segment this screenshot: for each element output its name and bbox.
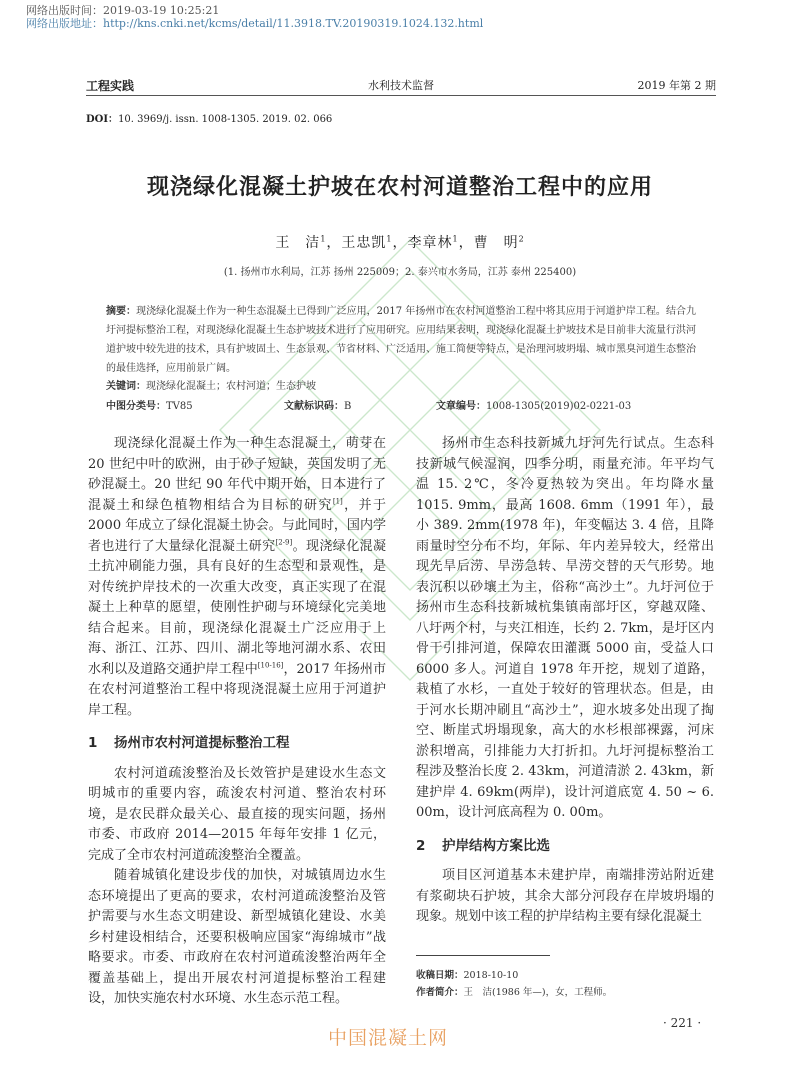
online-pub-url-link[interactable]: http://kns.cnki.net/kcms/detail/11.3918.TV.20190319.1024.132.html: [103, 17, 484, 30]
paragraph: 项目区河道基本未建护岸，南端排涝站附近建有浆砌块石护坡，其余大部分河段存在岸坡坍塌的现象。规划中该工程的护岸结构主要有绿化混凝土: [416, 868, 714, 924]
footnote-author-bio: [416, 984, 612, 998]
keywords-label: 关键词：: [106, 381, 146, 392]
paper-title: 现浇绿化混凝土护坡在农村河道整治工程中的应用: [146, 175, 653, 200]
author-name: 曹 明: [473, 235, 519, 251]
paragraph-text: 现浇绿化混凝土作为一种生态混凝土，萌芽在 20 世纪中叶的欧洲，由于砂子短缺，英国发明了无砂混凝土。20 世纪 90 年代中期开始，日本进行了混凝土和绿色植物相结合为目标的研究: [88, 436, 386, 513]
author-separator: ，: [392, 235, 408, 251]
online-pub-url: [26, 17, 483, 30]
author-affiliation-mark: 2: [518, 234, 525, 244]
clc-label: 中图分类号：: [106, 401, 166, 412]
abstract: [106, 302, 696, 378]
online-pub-time-label: 网络出版时间：: [26, 4, 103, 17]
paragraph: 农村河道疏浚整治及长效管护是建设水生态文明城市的重要内容，疏浚农村河道、整治农村环境，是农民群众最关心、最直接的现实问题，扬州市委、市政府 2014—2015 年每年安排 1 亿元，完成了全市农村河道疏浚整治全覆盖。: [88, 765, 386, 863]
paragraph: [88, 434, 386, 721]
footnote-received: [416, 967, 518, 981]
running-head-section: 工程实践: [86, 79, 135, 93]
affiliations: (1. 扬州市水利局，江苏 扬州 225009；2. 泰兴市水务局，江苏 泰州 225400): [223, 267, 577, 278]
running-head: [86, 77, 716, 96]
paragraph-text: ，2017 年扬州市在农村河道整治工程中将现浇混凝土应用于河道护岸工程。: [88, 661, 386, 718]
author-name: 李章林: [407, 235, 453, 251]
author-affiliation-mark: 1: [452, 234, 459, 244]
section-heading-2: [416, 836, 714, 857]
section-title: 护岸结构方案比选: [442, 837, 550, 854]
paragraph-text: 。现浇绿化混凝土抗冲刷能力强，具有良好的生态型和景观性，是对传统护岸技术的一次重大改变，真正实现了在混凝土上种草的愿望，使刚性护砌与环境绿化完美地结合起来。目前，现浇绿化混凝土广泛应用于上海、浙江、江苏、四川、湖北等地河湖水系、农田水利以及道路交通护岸工程中: [88, 538, 386, 677]
received-date: 2018-10-10: [463, 970, 519, 981]
author-bio-text: 王 洁(1986 年—)，女，工程师。: [463, 987, 613, 998]
online-pub-url-label: 网络出版地址：: [26, 17, 103, 30]
author-separator: ，: [326, 235, 342, 251]
body-column-right: [416, 434, 714, 928]
citation[interactable]: [1]: [332, 497, 343, 506]
site-logo: 中国混凝土网: [328, 1027, 449, 1049]
author-list: [60, 232, 740, 252]
author-affiliation-mark: 1: [386, 234, 393, 244]
abstract-text: 现浇绿化混凝土作为一种生态混凝土已得到广泛应用，2017 年扬州市在农村河道整治工程中将其应用于河道护岸工程。结合九圩河提标整治工程，对现浇绿化混凝土生态护坡技术进行了应用研究。应用结果表明，现浇绿化混凝土护坡技术是目前非大流量行洪河道护坡中较先进的技术，具有护坡固土、生态景观、节省材料、广泛适用、施工简便等特点，是治理河坡坍塌、城市黑臭河道生态整治的最佳选择，应用前景广阔。: [106, 306, 696, 374]
citation[interactable]: [10-16]: [257, 661, 284, 670]
body-column-left: [88, 434, 386, 1010]
received-label: 收稿日期：: [416, 970, 464, 981]
running-head-issue: 2019 年第 2 期: [637, 79, 716, 92]
keywords: [106, 377, 316, 392]
author-name: 王忠凯: [341, 235, 387, 251]
footnote-divider: [416, 955, 550, 956]
citation[interactable]: [2-9]: [275, 538, 293, 547]
paragraph: 扬州市生态科技新城九圩河先行试点。生态科技新城气候湿润，四季分明，雨量充沛。年平均气温 15. 2℃，冬冷夏热较为突出。年均降水量 1015. 9mm，最高 1608. 6mm（1991 年），最小 389. 2mm(1978 年)，年变幅达 3. 4 倍，且降雨量时空分布不均，年际、年内差异较大，经常出现先旱后涝、旱涝急转、旱涝交替的天气形势。地表沉积以砂壤土为主，俗称“高沙土”。九圩河位于扬州市生态科技新城杭集镇南部圩区，穿越双隆、八圩两个村，与夹江相连，长约 2. 7km，是圩区内骨干引排河道，保障农田灌溉 5000 亩，受益人口 6000 多人。河道自 1978 年开挖，规划了道路，栽植了水杉，一直处于较好的管理状态。但是，由于河水长期冲刷且“高沙土”，迎水坡多处出现了掏空、断崖式坍塌现象，高大的水杉根部裸露，河床淤积增高，引排能力大打折扣。九圩河提标整治工程涉及整治长度 2. 43km，河道清淤 2. 43km，新建护岸 4. 69km(两岸)，设计河道底宽 4. 50 ~ 6. 00m，设计河底高程为 0. 00m。: [416, 436, 714, 820]
author-name: 王 洁: [275, 235, 321, 251]
article-number-value: 1008-1305(2019)02-0221-03: [486, 401, 632, 412]
document-code: [284, 397, 351, 412]
abstract-label: 摘要：: [106, 306, 137, 317]
doi-label: DOI：: [86, 114, 119, 125]
document-code-label: 文献标识码：: [284, 401, 344, 412]
online-pub-time-value: 2019-03-19 10:25:21: [103, 4, 220, 17]
paragraph: 随着城镇化建设步伐的加快，对城镇周边水生态环境提出了更高的要求，农村河道疏浚整治及管护需要与水生态文明建设、新型城镇化建设、水美乡村建设相结合，还要积极响应国家“海绵城市”战略要求。市委、市政府在农村河道疏浚整治两年全覆盖基础上，提出开展农村河道提标整治工程建设，加快实施农村水环境、水生态示范工程。: [88, 868, 386, 1006]
doi: [86, 110, 332, 125]
section-title: 扬州市农村河道提标整治工程: [114, 735, 290, 751]
section-number: 1: [88, 735, 98, 751]
online-pub-time: [26, 4, 219, 17]
running-head-journal: 水利技术监督: [368, 79, 434, 92]
page-number: · 221 ·: [663, 1016, 702, 1030]
article-number-label: 文章编号：: [436, 401, 486, 412]
section-number: 2: [416, 837, 426, 854]
keywords-text: 现浇绿化混凝土；农村河道；生态护坡: [146, 381, 316, 392]
author-separator: ，: [458, 235, 474, 251]
author-bio-label: 作者简介：: [416, 987, 464, 998]
doi-value: 10. 3969/j. issn. 1008-1305. 2019. 02. 066: [118, 114, 333, 125]
section-heading-1: [88, 733, 386, 754]
clc-number: [106, 397, 193, 412]
article-number: [436, 397, 631, 412]
paragraph-text: ，并于 2000 年成立了绿化混凝土协会。与此同时，国内学者也进行了大量绿化混凝土研究: [88, 497, 386, 554]
document-code-value: B: [344, 401, 352, 412]
clc-value: TV85: [166, 401, 193, 412]
author-affiliation-mark: 1: [320, 234, 327, 244]
